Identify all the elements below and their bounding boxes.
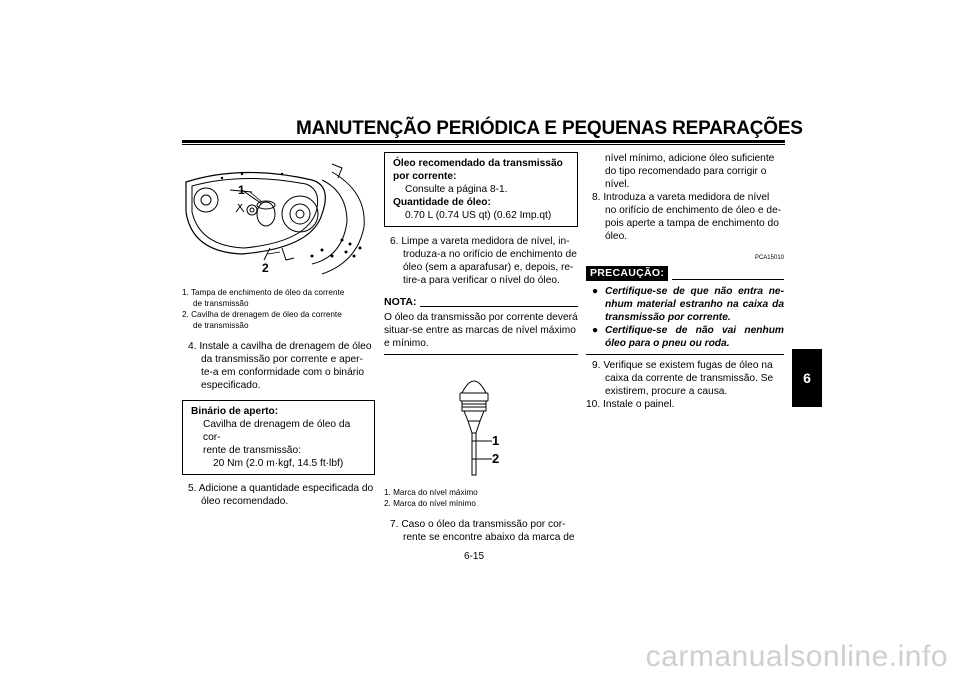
figure-label-2: 2: [492, 451, 500, 466]
caution-bullet: ● Certifique-se de não vai nenhum óleo para o pneu ou roda.: [592, 325, 784, 349]
chapter-tab[interactable]: 6: [792, 349, 822, 407]
chain-case-figure: [182, 152, 375, 282]
nota-label: NOTA:: [384, 296, 417, 308]
figure-label-2: 2: [262, 261, 269, 275]
bullet-icon: ●: [592, 286, 599, 297]
column-1: [182, 152, 375, 508]
step-7: 7. Caso o óleo da transmissão por cor- rente se encontre abaixo da marca de: [390, 519, 575, 543]
caution-label: PRECAUÇÃO:: [586, 266, 668, 281]
bullet-icon: ●: [592, 325, 599, 336]
step-8: 8. Introduza a vareta medidora de nível no orifício de enchimento de óleo e de- pois aperte a tampa de enchimento do óleo.: [592, 192, 782, 242]
step-9: 9. Verifique se existem fugas de óleo na caixa da corrente de transmissão. Se existirem, procure a causa.: [592, 360, 774, 397]
caution-bullet: ● Certifique-se de que não entra ne- nhum material estranho na caixa da transmissão por corrente.: [592, 286, 784, 323]
caution-bullets: [586, 285, 784, 350]
watermark: carmanualsonline.info: [645, 640, 948, 673]
dipstick-caption: 1. Marca do nível máximo 2. Marca do nível mínimo: [384, 488, 478, 508]
caution-code: PCA15010: [754, 255, 784, 261]
header-rule-thin: [182, 144, 785, 145]
dipstick-figure: [384, 359, 578, 489]
header-rule: [182, 140, 785, 143]
step-10: 10. Instale o painel.: [586, 399, 675, 410]
torque-spec-box: Binário de aperto: Cavilha de drenagem de óleo da cor- rente de transmissão: 20 Nm (2.0 m·kgf, 14.5 ft·lbf): [182, 400, 375, 475]
dipstick-illustration: [384, 359, 578, 489]
step-4: 4. Instale a cavilha de drenagem de óleo da transmissão por corrente e aper- te-a em conformidade com o binário especificado.: [188, 341, 372, 391]
step-6: 6. Limpe a vareta medidora de nível, in- troduza-a no orifício de enchimento de óleo (sem a aparafusar) e, depois, re- tire-a para verificar o nível do óleo.: [390, 236, 577, 286]
step-5: 5. Adicione a quantidade especificada do óleo recomendado.: [188, 483, 374, 507]
page-title: MANUTENÇÃO PERIÓDICA E PEQUENAS REPARAÇÕES: [296, 118, 803, 139]
figure-caption: 1. Tampa de enchimento de óleo da corrente de transmissão 2. Cavilha de drenagem de óleo da corrente de transmissão: [182, 288, 345, 330]
chain-case-illustration: [182, 152, 375, 282]
nota-section: NOTA: O óleo da transmissão por corrente deverá situar-se entre as marcas de nível máximo e mínimo.: [384, 296, 578, 355]
step-7-continued: nível mínimo, adicione óleo suficiente do tipo recomendado para corrigir o nível.: [605, 153, 775, 190]
oil-spec-box: Óleo recomendado da transmissão por corrente: Consulte a página 8-1. Quantidade de óleo: 0.70 L (0.74 US qt) (0.62 Imp.qt): [384, 152, 578, 227]
figure-label-1: 1: [238, 183, 245, 197]
figure-label-1: 1: [492, 433, 500, 448]
column-3: [586, 152, 784, 411]
column-2: [384, 152, 578, 544]
page-number: 6-15: [464, 551, 485, 562]
caution-heading: [586, 266, 784, 281]
